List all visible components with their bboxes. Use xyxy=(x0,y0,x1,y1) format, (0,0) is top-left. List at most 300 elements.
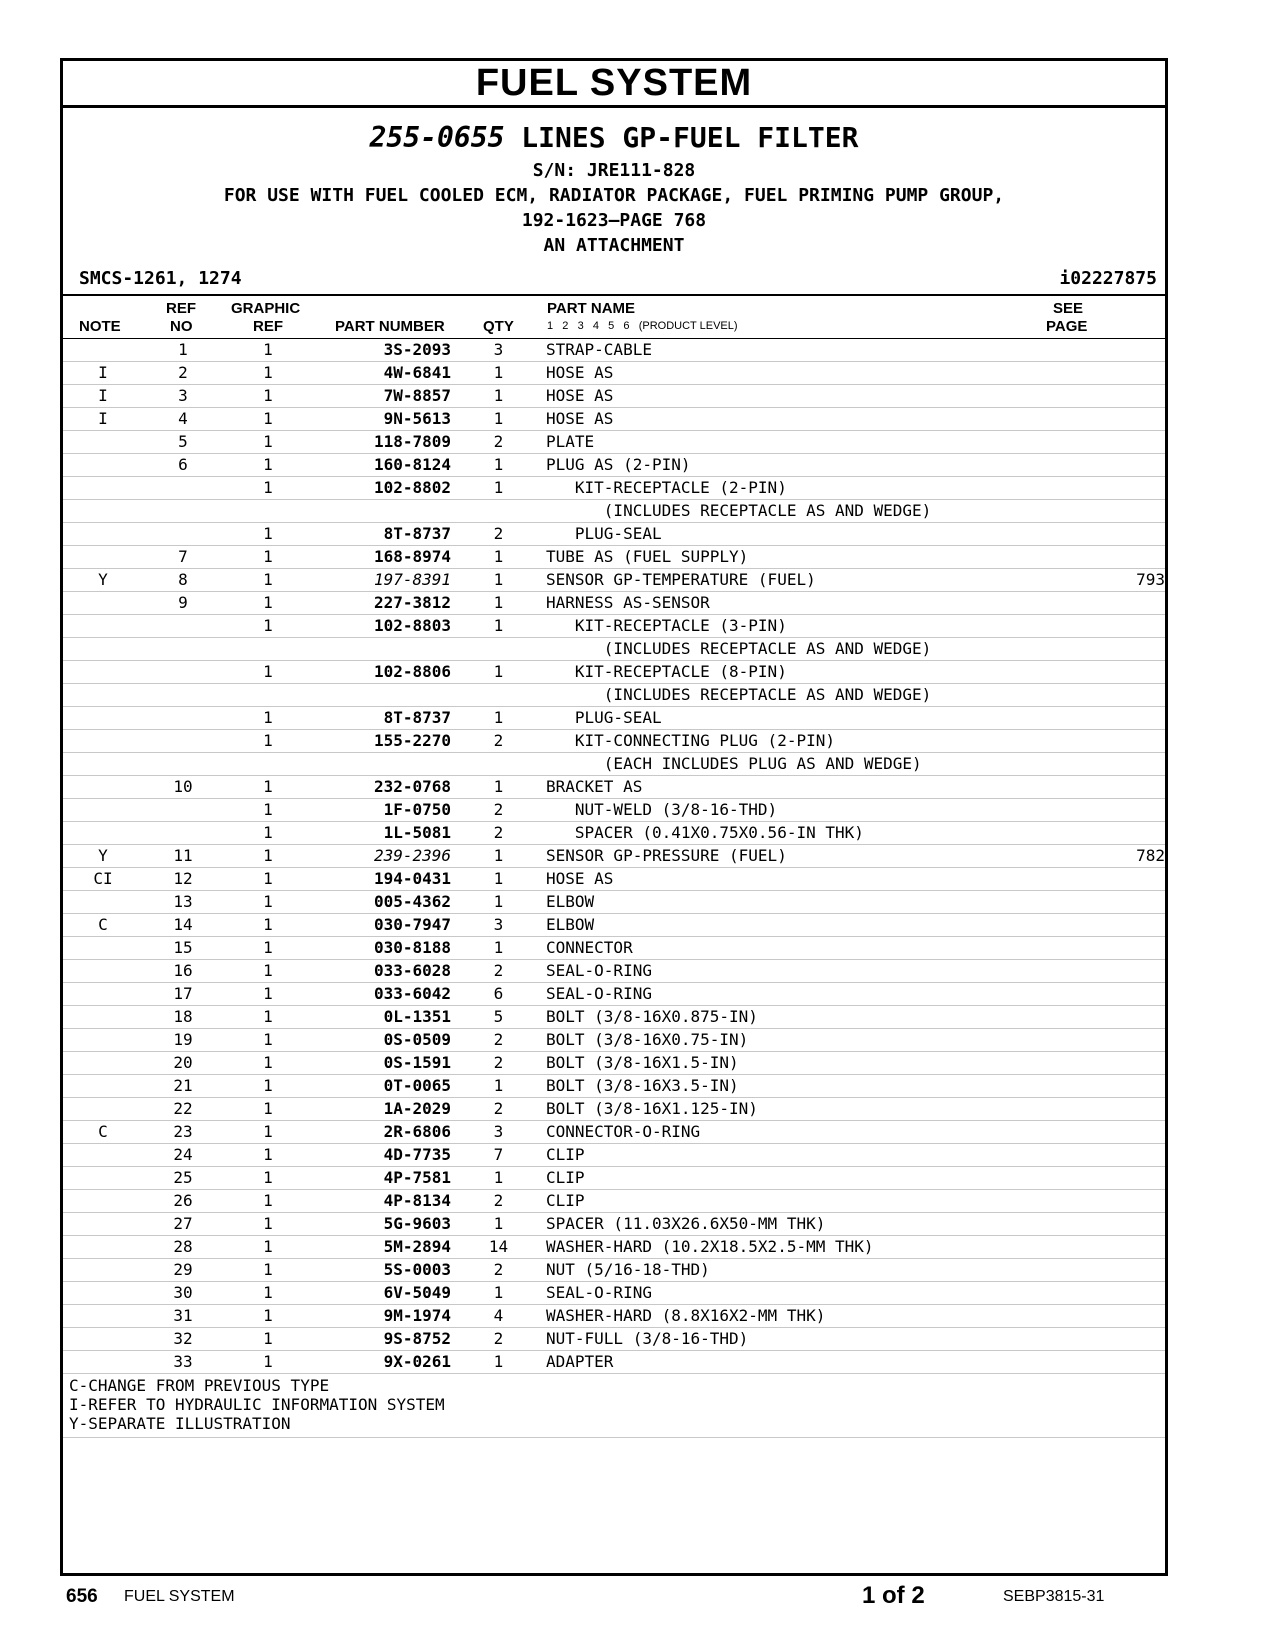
note-cell xyxy=(63,937,143,960)
part-number-cell: 102-8803 xyxy=(313,615,451,638)
graphic-ref-cell: 1 xyxy=(223,937,313,960)
note-cell xyxy=(63,1098,143,1121)
section-title: FUEL SYSTEM xyxy=(63,61,1165,108)
note-cell xyxy=(63,684,143,707)
note-cell xyxy=(63,1328,143,1351)
graphic-ref-cell: 1 xyxy=(223,1305,313,1328)
see-page-cell xyxy=(1046,776,1165,799)
qty-cell: 1 xyxy=(451,1282,546,1305)
graphic-ref-cell: 1 xyxy=(223,983,313,1006)
see-page-cell xyxy=(1046,1190,1165,1213)
part-name-cell: SENSOR GP-TEMPERATURE (FUEL) xyxy=(546,569,1046,592)
table-row xyxy=(63,730,1165,753)
col-ref-bottom: NO xyxy=(170,318,193,335)
qty-cell: 3 xyxy=(451,1121,546,1144)
ref-no-cell xyxy=(143,523,223,546)
ref-no-cell: 16 xyxy=(143,960,223,983)
ref-no-cell xyxy=(143,730,223,753)
part-number-cell: 160-8124 xyxy=(313,454,451,477)
ref-no-cell: 19 xyxy=(143,1029,223,1052)
part-number-cell: 005-4362 xyxy=(313,891,451,914)
note-cell xyxy=(63,615,143,638)
qty-cell xyxy=(451,684,546,707)
col-see-top: SEE xyxy=(1053,300,1084,317)
part-name-cell: KIT-RECEPTACLE (3-PIN) xyxy=(546,615,1046,638)
note-cell xyxy=(63,454,143,477)
see-page-cell xyxy=(1046,615,1165,638)
graphic-ref-cell: 1 xyxy=(223,1144,313,1167)
group-name: LINES GP-FUEL FILTER xyxy=(521,121,859,154)
note-cell xyxy=(63,1052,143,1075)
qty-cell: 1 xyxy=(451,661,546,684)
note-cell: C xyxy=(63,914,143,937)
see-page-cell xyxy=(1046,1259,1165,1282)
see-page-cell xyxy=(1046,914,1165,937)
part-name-cell: BOLT (3/8-16X3.5-IN) xyxy=(546,1075,1046,1098)
col-graphic-top: GRAPHIC xyxy=(231,300,301,317)
table-row xyxy=(63,960,1165,983)
see-page-cell xyxy=(1046,592,1165,615)
note-cell xyxy=(63,707,143,730)
qty-cell xyxy=(451,638,546,661)
ref-no-cell xyxy=(143,615,223,638)
note-cell xyxy=(63,776,143,799)
note-cell xyxy=(63,1213,143,1236)
part-number-cell: 7W-8857 xyxy=(313,385,451,408)
ref-no-cell: 22 xyxy=(143,1098,223,1121)
see-page-cell xyxy=(1046,868,1165,891)
part-name-cell: PLUG-SEAL xyxy=(546,707,1046,730)
graphic-ref-cell xyxy=(223,500,313,523)
graphic-ref-cell: 1 xyxy=(223,1075,313,1098)
part-number-cell: 9S-8752 xyxy=(313,1328,451,1351)
qty-cell: 1 xyxy=(451,385,546,408)
note-hydraulic: I-REFER TO HYDRAULIC INFORMATION SYSTEM xyxy=(69,1395,445,1414)
part-number-cell: 194-0431 xyxy=(313,868,451,891)
graphic-ref-cell: 1 xyxy=(223,730,313,753)
table-row xyxy=(63,1190,1165,1213)
table-row xyxy=(63,385,1165,408)
graphic-ref-cell: 1 xyxy=(223,523,313,546)
part-number-cell: 8T-8737 xyxy=(313,707,451,730)
graphic-ref-cell: 1 xyxy=(223,362,313,385)
ref-no-cell: 15 xyxy=(143,937,223,960)
part-name-cell: SEAL-O-RING xyxy=(546,983,1046,1006)
qty-cell: 2 xyxy=(451,1328,546,1351)
part-name-cell: SPACER (11.03X26.6X50-MM THK) xyxy=(546,1213,1046,1236)
ref-no-cell xyxy=(143,477,223,500)
see-page-cell xyxy=(1046,1098,1165,1121)
qty-cell: 1 xyxy=(451,707,546,730)
ref-no-cell: 33 xyxy=(143,1351,223,1374)
qty-cell: 2 xyxy=(451,822,546,845)
see-page-cell xyxy=(1046,1167,1165,1190)
part-name-cell: BOLT (3/8-16X0.875-IN) xyxy=(546,1006,1046,1029)
ref-no-cell: 12 xyxy=(143,868,223,891)
see-page-cell xyxy=(1046,454,1165,477)
part-name-cell: (EACH INCLUDES PLUG AS AND WEDGE) xyxy=(546,753,1046,776)
table-row xyxy=(63,661,1165,684)
table-row xyxy=(63,707,1165,730)
table-row xyxy=(63,1328,1165,1351)
qty-cell xyxy=(451,753,546,776)
note-cell xyxy=(63,431,143,454)
ref-no-cell xyxy=(143,753,223,776)
part-name-cell: HARNESS AS-SENSOR xyxy=(546,592,1046,615)
graphic-ref-cell: 1 xyxy=(223,1190,313,1213)
note-cell xyxy=(63,592,143,615)
note-cell: I xyxy=(63,408,143,431)
col-graphic-bottom: REF xyxy=(253,318,283,335)
part-name-cell: (INCLUDES RECEPTACLE AS AND WEDGE) xyxy=(546,684,1046,707)
part-number-cell: 239-2396 xyxy=(313,845,451,868)
see-page-cell xyxy=(1046,1351,1165,1374)
col-part-number: PART NUMBER xyxy=(335,318,445,335)
graphic-ref-cell: 1 xyxy=(223,707,313,730)
part-name-cell: (INCLUDES RECEPTACLE AS AND WEDGE) xyxy=(546,638,1046,661)
see-page-cell xyxy=(1046,362,1165,385)
part-name-cell: WASHER-HARD (8.8X16X2-MM THK) xyxy=(546,1305,1046,1328)
ref-no-cell: 1 xyxy=(143,339,223,362)
qty-cell: 2 xyxy=(451,431,546,454)
ref-no-cell: 21 xyxy=(143,1075,223,1098)
graphic-ref-cell xyxy=(223,753,313,776)
see-page-cell xyxy=(1046,431,1165,454)
graphic-ref-cell xyxy=(223,684,313,707)
note-cell xyxy=(63,1305,143,1328)
see-page-cell xyxy=(1046,960,1165,983)
qty-cell: 1 xyxy=(451,1075,546,1098)
qty-cell: 1 xyxy=(451,592,546,615)
ref-no-cell xyxy=(143,707,223,730)
ref-no-cell xyxy=(143,661,223,684)
ref-no-cell xyxy=(143,500,223,523)
graphic-ref-cell: 1 xyxy=(223,1328,313,1351)
see-page-cell xyxy=(1046,1052,1165,1075)
table-row xyxy=(63,1259,1165,1282)
illustration-id: i02227875 xyxy=(1059,268,1157,289)
see-page-cell xyxy=(1046,477,1165,500)
part-number-cell: 030-7947 xyxy=(313,914,451,937)
note-change: C-CHANGE FROM PREVIOUS TYPE xyxy=(69,1376,330,1395)
table-row xyxy=(63,592,1165,615)
part-number-cell xyxy=(313,500,451,523)
see-page-cell xyxy=(1046,730,1165,753)
graphic-ref-cell: 1 xyxy=(223,1213,313,1236)
part-name-cell: KIT-RECEPTACLE (8-PIN) xyxy=(546,661,1046,684)
table-row xyxy=(63,1052,1165,1075)
part-number-cell: 155-2270 xyxy=(313,730,451,753)
graphic-ref-cell: 1 xyxy=(223,1121,313,1144)
group-header xyxy=(63,108,1165,258)
qty-cell: 1 xyxy=(451,454,546,477)
qty-cell: 1 xyxy=(451,1167,546,1190)
ref-no-cell: 18 xyxy=(143,1006,223,1029)
qty-cell: 1 xyxy=(451,845,546,868)
ref-no-cell: 14 xyxy=(143,914,223,937)
table-row xyxy=(63,983,1165,1006)
part-name-cell: ELBOW xyxy=(546,914,1046,937)
see-page-cell xyxy=(1046,523,1165,546)
qty-cell: 1 xyxy=(451,477,546,500)
note-cell: Y xyxy=(63,569,143,592)
part-name-cell: PLUG AS (2-PIN) xyxy=(546,454,1046,477)
graphic-ref-cell: 1 xyxy=(223,1259,313,1282)
table-row xyxy=(63,500,1165,523)
part-number-cell: 1F-0750 xyxy=(313,799,451,822)
part-number-cell: 1L-5081 xyxy=(313,822,451,845)
see-page-cell xyxy=(1046,891,1165,914)
part-number-cell: 168-8974 xyxy=(313,546,451,569)
footer-section: FUEL SYSTEM xyxy=(124,1588,235,1605)
qty-cell: 5 xyxy=(451,1006,546,1029)
part-name-cell: CONNECTOR-O-RING xyxy=(546,1121,1046,1144)
ref-no-cell: 6 xyxy=(143,454,223,477)
table-row xyxy=(63,362,1165,385)
group-title xyxy=(63,118,1165,158)
note-cell xyxy=(63,1167,143,1190)
part-name-cell: HOSE AS xyxy=(546,868,1046,891)
note-cell xyxy=(63,1144,143,1167)
see-page-cell xyxy=(1046,1029,1165,1052)
ref-no-cell: 11 xyxy=(143,845,223,868)
ref-no-cell: 13 xyxy=(143,891,223,914)
qty-cell: 7 xyxy=(451,1144,546,1167)
ref-no-cell: 3 xyxy=(143,385,223,408)
table-row xyxy=(63,799,1165,822)
see-page-cell xyxy=(1046,339,1165,362)
part-name-cell: SEAL-O-RING xyxy=(546,960,1046,983)
note-cell xyxy=(63,523,143,546)
qty-cell: 1 xyxy=(451,776,546,799)
ref-no-cell: 26 xyxy=(143,1190,223,1213)
graphic-ref-cell: 1 xyxy=(223,914,313,937)
qty-cell: 1 xyxy=(451,937,546,960)
table-row xyxy=(63,822,1165,845)
note-cell: CI xyxy=(63,868,143,891)
graphic-ref-cell: 1 xyxy=(223,546,313,569)
part-number-cell: 3S-2093 xyxy=(313,339,451,362)
graphic-ref-cell: 1 xyxy=(223,1029,313,1052)
part-number-cell: 033-6028 xyxy=(313,960,451,983)
col-part-name: PART NAME xyxy=(547,300,636,317)
sheet-indicator: 1 of 2 xyxy=(862,1582,925,1609)
page-number: 656 xyxy=(66,1586,98,1607)
ref-no-cell: 31 xyxy=(143,1305,223,1328)
table-row xyxy=(63,868,1165,891)
usage-line-3: AN ATTACHMENT xyxy=(543,235,685,256)
ref-no-cell xyxy=(143,638,223,661)
part-name-cell: CONNECTOR xyxy=(546,937,1046,960)
note-cell xyxy=(63,730,143,753)
table-row xyxy=(63,845,1165,868)
document-number: SEBP3815-31 xyxy=(1003,1588,1105,1605)
col-see-bottom: PAGE xyxy=(1046,318,1088,335)
part-number-cell: 0S-0509 xyxy=(313,1029,451,1052)
see-page-cell xyxy=(1046,822,1165,845)
ref-no-cell: 30 xyxy=(143,1282,223,1305)
see-page-cell xyxy=(1046,937,1165,960)
qty-cell: 2 xyxy=(451,1190,546,1213)
ref-no-cell xyxy=(143,684,223,707)
qty-cell: 1 xyxy=(451,546,546,569)
graphic-ref-cell: 1 xyxy=(223,569,313,592)
note-cell xyxy=(63,1029,143,1052)
see-page-cell xyxy=(1046,753,1165,776)
note-cell xyxy=(63,753,143,776)
part-name-cell: KIT-RECEPTACLE (2-PIN) xyxy=(546,477,1046,500)
part-name-cell: CLIP xyxy=(546,1190,1046,1213)
part-name-cell: CLIP xyxy=(546,1167,1046,1190)
note-cell xyxy=(63,799,143,822)
table-row xyxy=(63,1121,1165,1144)
qty-cell: 2 xyxy=(451,730,546,753)
part-name-cell: SPACER (0.41X0.75X0.56-IN THK) xyxy=(546,822,1046,845)
ref-no-cell: 32 xyxy=(143,1328,223,1351)
table-row xyxy=(63,1098,1165,1121)
part-number-cell: 8T-8737 xyxy=(313,523,451,546)
qty-cell: 1 xyxy=(451,1351,546,1374)
table-row xyxy=(63,1144,1165,1167)
part-name-cell: ELBOW xyxy=(546,891,1046,914)
part-name-cell: CLIP xyxy=(546,1144,1046,1167)
see-page-cell xyxy=(1046,1282,1165,1305)
part-number-cell: 1A-2029 xyxy=(313,1098,451,1121)
qty-cell: 2 xyxy=(451,1259,546,1282)
see-page-cell xyxy=(1046,707,1165,730)
part-number-cell: 118-7809 xyxy=(313,431,451,454)
graphic-ref-cell: 1 xyxy=(223,1351,313,1374)
part-number-cell: 102-8806 xyxy=(313,661,451,684)
ref-no-cell: 29 xyxy=(143,1259,223,1282)
part-name-cell: BOLT (3/8-16X0.75-IN) xyxy=(546,1029,1046,1052)
part-number-cell: 232-0768 xyxy=(313,776,451,799)
table-row xyxy=(63,937,1165,960)
qty-cell: 2 xyxy=(451,523,546,546)
ref-no-cell: 20 xyxy=(143,1052,223,1075)
see-page-cell xyxy=(1046,546,1165,569)
usage-line-1: FOR USE WITH FUEL COOLED ECM, RADIATOR PACKAGE, FUEL PRIMING PUMP GROUP, xyxy=(223,185,1005,206)
graphic-ref-cell: 1 xyxy=(223,1282,313,1305)
graphic-ref-cell: 1 xyxy=(223,1167,313,1190)
note-cell: C xyxy=(63,1121,143,1144)
ref-no-cell xyxy=(143,799,223,822)
page-footer xyxy=(0,1580,1275,1610)
table-row xyxy=(63,753,1165,776)
table-row xyxy=(63,523,1165,546)
part-number-cell: 227-3812 xyxy=(313,592,451,615)
part-name-cell: BRACKET AS xyxy=(546,776,1046,799)
part-number-cell: 4P-8134 xyxy=(313,1190,451,1213)
note-cell: I xyxy=(63,385,143,408)
see-page-cell xyxy=(1046,1328,1165,1351)
graphic-ref-cell: 1 xyxy=(223,1006,313,1029)
col-qty: QTY xyxy=(483,318,514,335)
note-cell xyxy=(63,1006,143,1029)
note-cell xyxy=(63,1075,143,1098)
graphic-ref-cell: 1 xyxy=(223,868,313,891)
table-row xyxy=(63,1351,1165,1374)
qty-cell: 1 xyxy=(451,362,546,385)
note-cell xyxy=(63,983,143,1006)
qty-cell: 2 xyxy=(451,799,546,822)
smcs-code: SMCS-1261, 1274 xyxy=(79,268,242,289)
table-row xyxy=(63,339,1165,362)
ref-no-cell: 28 xyxy=(143,1236,223,1259)
table-row xyxy=(63,1305,1165,1328)
see-page-cell xyxy=(1046,1144,1165,1167)
group-part-number: 255-0655 xyxy=(369,121,505,154)
note-cell xyxy=(63,1351,143,1374)
qty-cell xyxy=(451,500,546,523)
qty-cell: 4 xyxy=(451,1305,546,1328)
see-page-cell xyxy=(1046,1075,1165,1098)
see-page-cell xyxy=(1046,1213,1165,1236)
serial-number: S/N: JRE111-828 xyxy=(532,160,696,181)
graphic-ref-cell xyxy=(223,638,313,661)
graphic-ref-cell: 1 xyxy=(223,477,313,500)
part-name-cell: PLATE xyxy=(546,431,1046,454)
note-illustration: Y-SEPARATE ILLUSTRATION xyxy=(69,1414,291,1433)
note-cell xyxy=(63,960,143,983)
table-row xyxy=(63,408,1165,431)
see-page-cell: 793 xyxy=(1046,569,1165,592)
graphic-ref-cell: 1 xyxy=(223,385,313,408)
note-cell xyxy=(63,339,143,362)
part-number-cell: 030-8188 xyxy=(313,937,451,960)
qty-cell: 2 xyxy=(451,1029,546,1052)
see-page-cell xyxy=(1046,385,1165,408)
part-name-cell: HOSE AS xyxy=(546,385,1046,408)
ref-no-cell: 10 xyxy=(143,776,223,799)
part-number-cell xyxy=(313,638,451,661)
graphic-ref-cell: 1 xyxy=(223,1236,313,1259)
ref-no-cell xyxy=(143,822,223,845)
note-cell: I xyxy=(63,362,143,385)
qty-cell: 1 xyxy=(451,868,546,891)
see-page-cell xyxy=(1046,799,1165,822)
graphic-ref-cell: 1 xyxy=(223,845,313,868)
table-row xyxy=(63,454,1165,477)
note-cell xyxy=(63,477,143,500)
see-page-cell xyxy=(1046,408,1165,431)
note-cell xyxy=(63,500,143,523)
ref-no-cell: 5 xyxy=(143,431,223,454)
part-number-cell: 9N-5613 xyxy=(313,408,451,431)
table-row xyxy=(63,914,1165,937)
graphic-ref-cell: 1 xyxy=(223,454,313,477)
part-number-cell: 0L-1351 xyxy=(313,1006,451,1029)
qty-cell: 3 xyxy=(451,914,546,937)
part-number-cell xyxy=(313,753,451,776)
table-row xyxy=(63,615,1165,638)
ref-no-cell: 4 xyxy=(143,408,223,431)
part-name-cell: HOSE AS xyxy=(546,408,1046,431)
ref-no-cell: 24 xyxy=(143,1144,223,1167)
usage-line-2: 192-1623—PAGE 768 xyxy=(521,210,707,231)
table-row xyxy=(63,1075,1165,1098)
table-row xyxy=(63,638,1165,661)
table-row xyxy=(63,477,1165,500)
qty-cell: 2 xyxy=(451,960,546,983)
notes-legend xyxy=(63,1374,1165,1438)
qty-cell: 2 xyxy=(451,1052,546,1075)
part-number-cell: 033-6042 xyxy=(313,983,451,1006)
graphic-ref-cell: 1 xyxy=(223,822,313,845)
table-row xyxy=(63,1029,1165,1052)
graphic-ref-cell: 1 xyxy=(223,960,313,983)
part-number-cell: 4D-7735 xyxy=(313,1144,451,1167)
